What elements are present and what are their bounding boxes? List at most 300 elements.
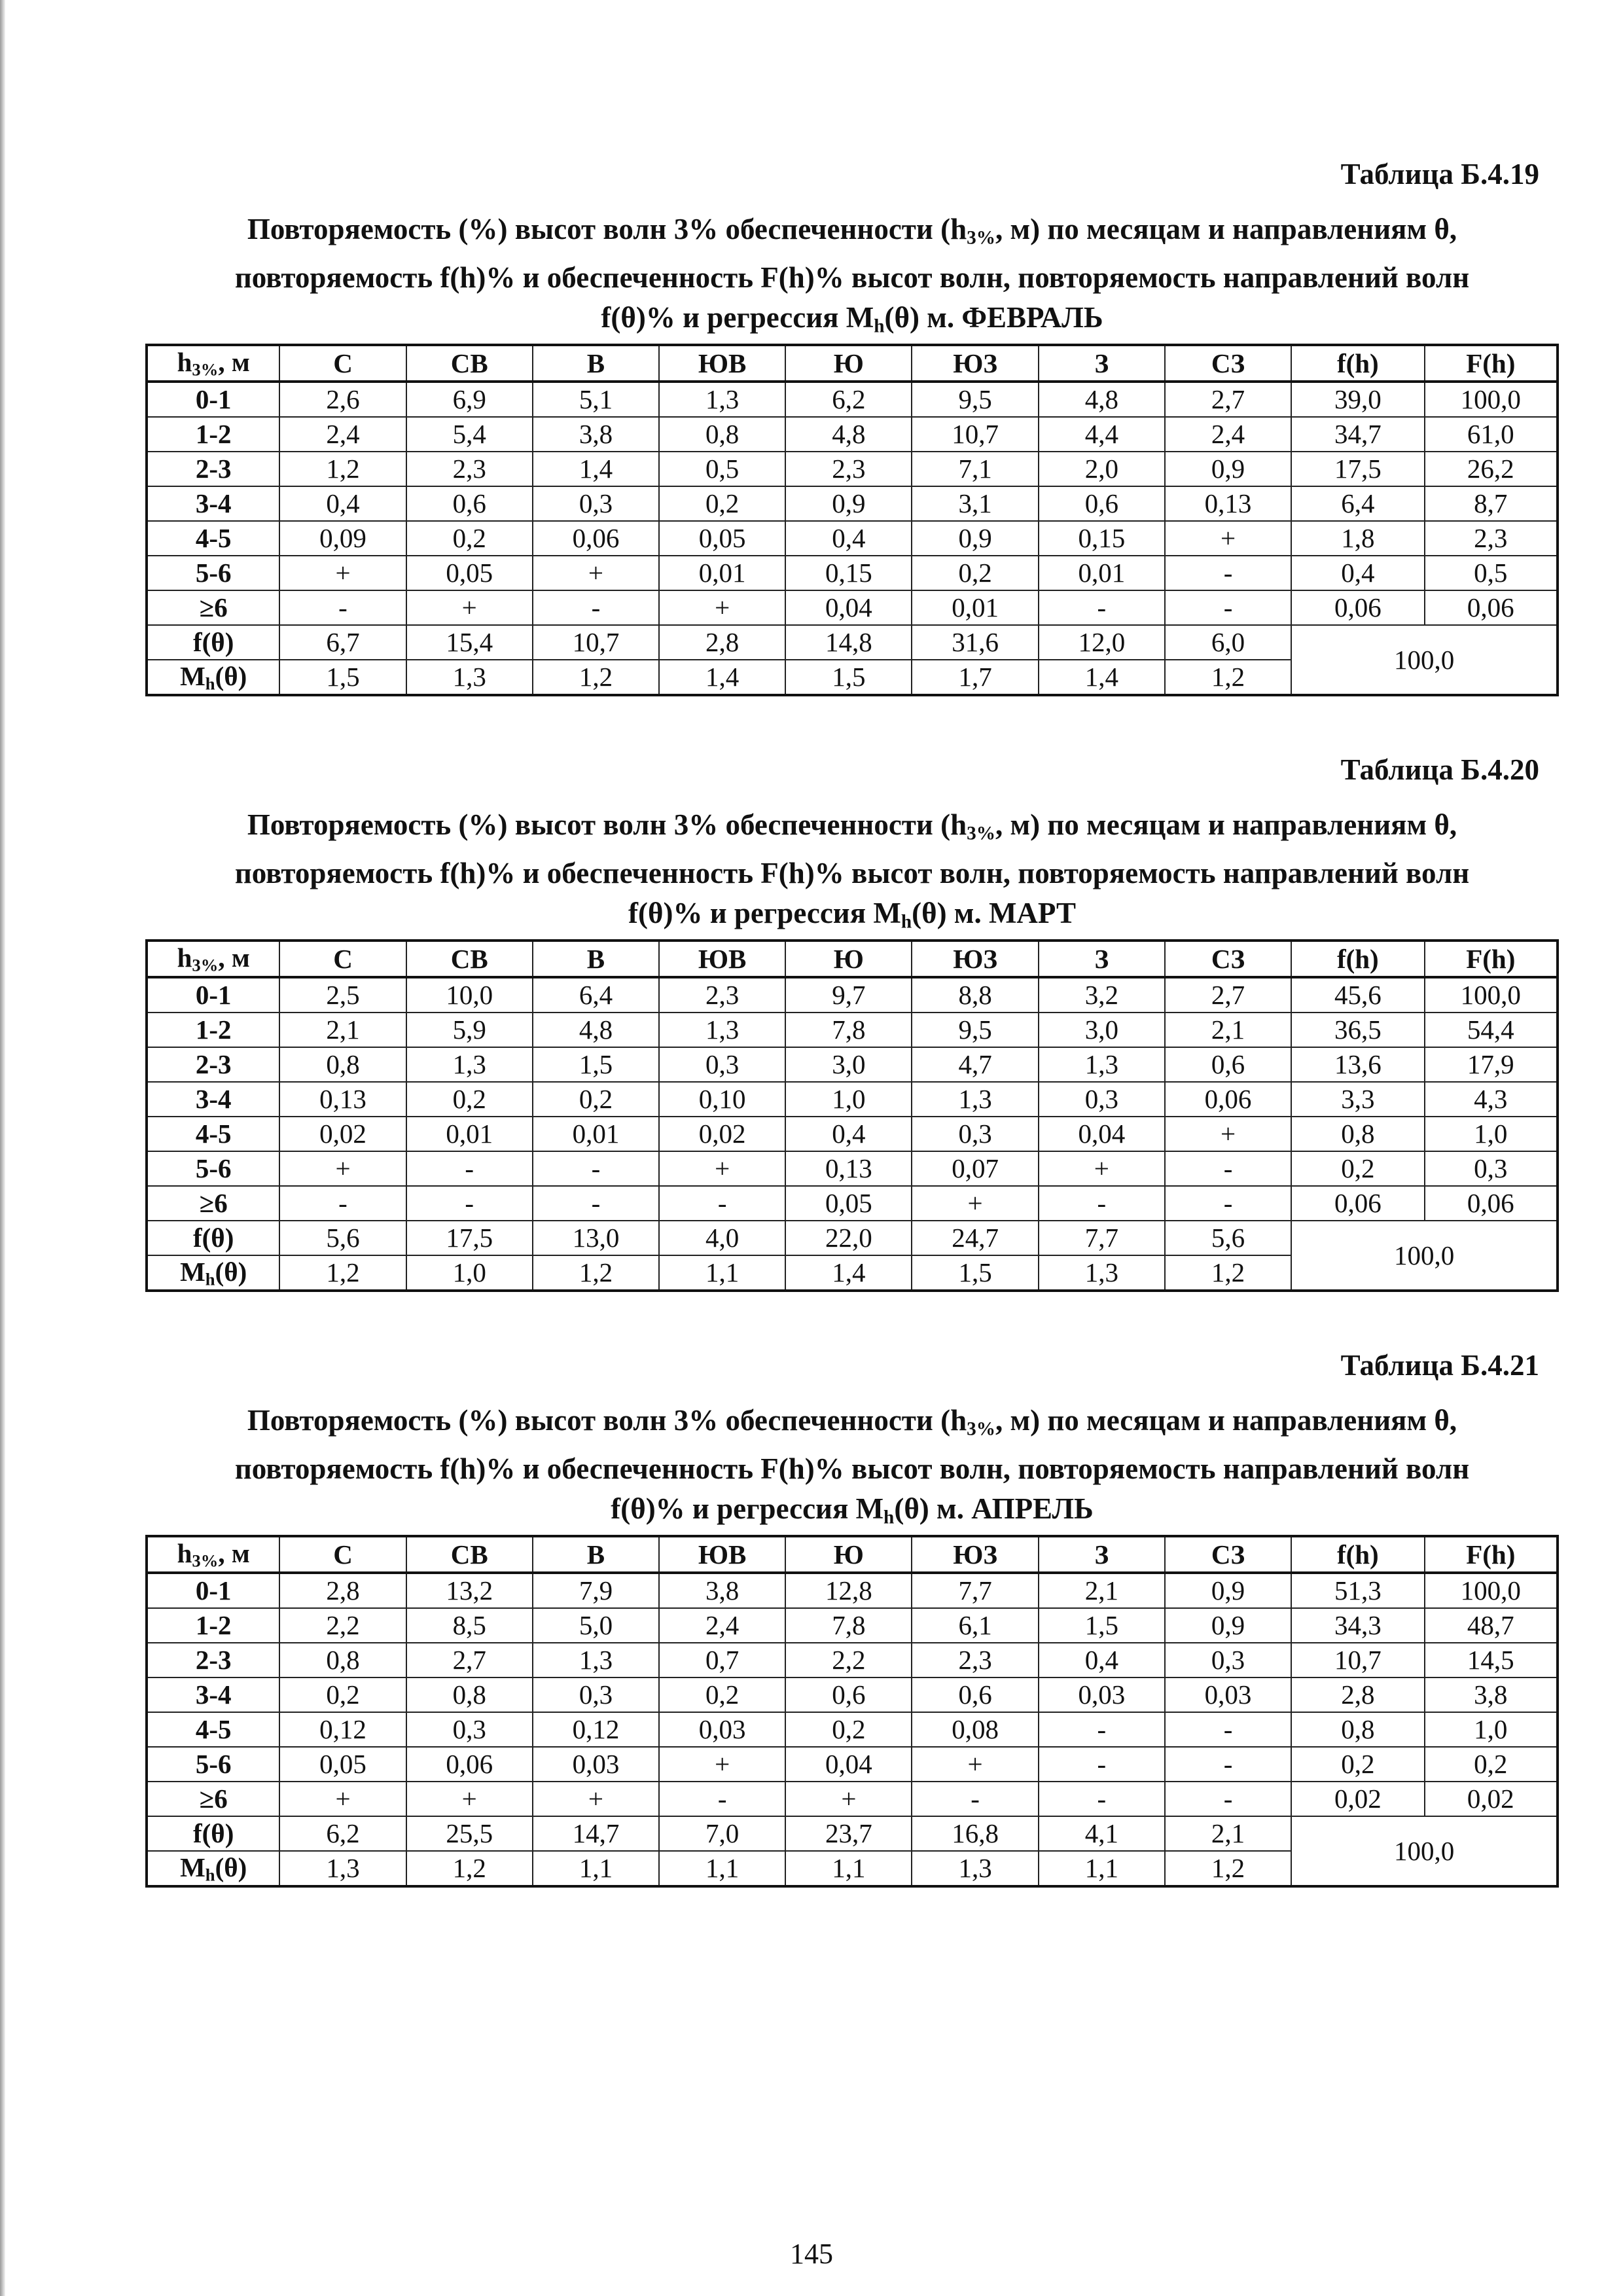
table-cell: 6,2 <box>785 382 912 417</box>
table-cell: 1,3 <box>406 660 533 696</box>
table-row <box>147 486 1558 521</box>
table-cell: 0,6 <box>912 1677 1038 1712</box>
table-cell: 1,0 <box>1425 1712 1558 1747</box>
table-cell: 12,8 <box>785 1573 912 1608</box>
table-cell: 0,9 <box>785 486 912 521</box>
table-cell: 15,4 <box>406 625 533 660</box>
table-cell: 0,2 <box>1291 1151 1424 1186</box>
table-cell: + <box>533 556 659 590</box>
header-cell: СВ <box>406 941 533 977</box>
table-cell: 2,3 <box>1425 521 1558 556</box>
table-cell: 0,03 <box>533 1747 659 1782</box>
table-cell: 4,1 <box>1039 1816 1165 1851</box>
row-label: 5-6 <box>147 1747 279 1782</box>
table-cell: 9,5 <box>912 1013 1038 1047</box>
table-cell: 0,08 <box>912 1712 1038 1747</box>
table-cell: 13,6 <box>1291 1047 1424 1082</box>
table-cell: 1,8 <box>1291 521 1424 556</box>
table-cell: 0,02 <box>1425 1782 1558 1816</box>
header-cell: З <box>1039 345 1165 382</box>
total-cell: 100,0 <box>1291 1816 1558 1887</box>
table-cell: 10,7 <box>533 625 659 660</box>
row-label: 0-1 <box>147 1573 279 1608</box>
table-row <box>147 1712 1558 1747</box>
row-label: 4-5 <box>147 521 279 556</box>
table-row <box>147 382 1558 417</box>
table-cell: + <box>1165 521 1291 556</box>
header-cell: ЮЗ <box>912 941 1038 977</box>
table-row <box>147 521 1558 556</box>
table-cell: 1,2 <box>1165 660 1291 696</box>
table-cell: 1,3 <box>533 1643 659 1677</box>
row-label: $M_h(\theta)$ <box>147 1851 279 1887</box>
wave-frequency-table <box>145 1535 1559 1888</box>
table-cell: 6,2 <box>279 1816 406 1851</box>
table-cell: + <box>279 556 406 590</box>
table-cell: 0,13 <box>785 1151 912 1186</box>
header-cell: F(h) <box>1425 1536 1558 1573</box>
table-cell: 2,1 <box>279 1013 406 1047</box>
row-label: f(θ) <box>147 625 279 660</box>
row-label: $M_h(\theta)$ <box>147 1255 279 1291</box>
table-cell: 100,0 <box>1425 382 1558 417</box>
table-cell: + <box>279 1151 406 1186</box>
table-cell: 2,0 <box>1039 452 1165 486</box>
table-cell: 39,0 <box>1291 382 1424 417</box>
table-cell: 5,6 <box>279 1221 406 1255</box>
table-cell: 0,06 <box>1425 1186 1558 1221</box>
table-cell: - <box>406 1151 533 1186</box>
table-cell: 2,1 <box>1165 1816 1291 1851</box>
table-cell: 5,0 <box>533 1608 659 1643</box>
caption-line: f(θ)% и регрессия $M_h(\theta)$ м. МАРТ <box>628 897 1076 933</box>
page-number: 145 <box>790 2238 833 2270</box>
table-cell: 10,7 <box>1291 1643 1424 1677</box>
table-cell: 48,7 <box>1425 1608 1558 1643</box>
table-cell: 13,2 <box>406 1573 533 1608</box>
table-cell: 14,8 <box>785 625 912 660</box>
table-cell: 0,06 <box>1165 1082 1291 1117</box>
table-cell: - <box>1165 1186 1291 1221</box>
table-cell: 0,2 <box>785 1712 912 1747</box>
table-cell: + <box>659 1747 785 1782</box>
table-cell: 1,3 <box>659 382 785 417</box>
table-row <box>147 1047 1558 1082</box>
table-cell: 1,5 <box>912 1255 1038 1291</box>
table-cell: 9,7 <box>785 977 912 1013</box>
table-cell: 6,1 <box>912 1608 1038 1643</box>
table-cell: 3,1 <box>912 486 1038 521</box>
caption-line: f(θ)% и регрессия $M_h(\theta)$ м. ФЕВРАЛЬ <box>601 301 1103 337</box>
table-row <box>147 1677 1558 1712</box>
table-cell: 1,4 <box>533 452 659 486</box>
table-cell: - <box>1165 1151 1291 1186</box>
table-cell: + <box>659 590 785 625</box>
header-cell: ЮВ <box>659 345 785 382</box>
header-cell: З <box>1039 941 1165 977</box>
table-cell: 2,4 <box>1165 417 1291 452</box>
table-cell: 2,2 <box>279 1608 406 1643</box>
row-label: 1-2 <box>147 417 279 452</box>
table-cell: 0,8 <box>406 1677 533 1712</box>
table-row <box>147 1013 1558 1047</box>
table-cell: + <box>912 1747 1038 1782</box>
header-cell: В <box>533 345 659 382</box>
header-cell: СЗ <box>1165 1536 1291 1573</box>
direction-frequency-row <box>147 625 1558 660</box>
table-row <box>147 1643 1558 1677</box>
table-cell: 2,3 <box>659 977 785 1013</box>
table-cell: 1,2 <box>279 452 406 486</box>
table-cell: 100,0 <box>1425 1573 1558 1608</box>
table-row <box>147 1186 1558 1221</box>
table-cell: 0,8 <box>279 1047 406 1082</box>
table-cell: 2,4 <box>279 417 406 452</box>
table-cell: + <box>912 1186 1038 1221</box>
table-cell: 36,5 <box>1291 1013 1424 1047</box>
header-cell: СВ <box>406 345 533 382</box>
table-cell: 0,10 <box>659 1082 785 1117</box>
header-cell: Ю <box>785 1536 912 1573</box>
caption-line: повторяемость f(h)% и обеспеченность F(h)% высот волн, повторяемость направлений волн <box>234 857 1470 890</box>
table-cell: 0,02 <box>659 1117 785 1151</box>
table-cell: + <box>1165 1117 1291 1151</box>
table-cell: + <box>533 1782 659 1816</box>
table-cell: 0,2 <box>533 1082 659 1117</box>
table-number: Таблица Б.4.20 <box>1340 753 1539 786</box>
row-label: 2-3 <box>147 1643 279 1677</box>
table-cell: 0,5 <box>659 452 785 486</box>
table-cell: 6,4 <box>533 977 659 1013</box>
table-cell: 1,3 <box>1039 1255 1165 1291</box>
table-cell: - <box>912 1782 1038 1816</box>
table-cell: 0,8 <box>279 1643 406 1677</box>
table-cell: - <box>406 1186 533 1221</box>
table-cell: 3,2 <box>1039 977 1165 1013</box>
table-cell: 0,03 <box>1165 1677 1291 1712</box>
table-cell: 14,7 <box>533 1816 659 1851</box>
header-cell: СЗ <box>1165 345 1291 382</box>
table-cell: 7,9 <box>533 1573 659 1608</box>
header-cell: СВ <box>406 1536 533 1573</box>
table-cell: - <box>533 590 659 625</box>
table-cell: 0,04 <box>1039 1117 1165 1151</box>
header-cell: С <box>279 941 406 977</box>
table-cell: 25,5 <box>406 1816 533 1851</box>
table-cell: 2,8 <box>1291 1677 1424 1712</box>
table-cell: 0,3 <box>406 1712 533 1747</box>
row-label: 2-3 <box>147 452 279 486</box>
table-cell: - <box>1165 590 1291 625</box>
header-cell: f(h) <box>1291 941 1424 977</box>
table-cell: - <box>659 1782 785 1816</box>
header-cell: С <box>279 345 406 382</box>
table-cell: 0,3 <box>912 1117 1038 1151</box>
table-cell: 45,6 <box>1291 977 1424 1013</box>
table-cell: 8,7 <box>1425 486 1558 521</box>
table-cell: 1,2 <box>1165 1851 1291 1887</box>
table-cell: 0,9 <box>1165 1573 1291 1608</box>
header-cell: F(h) <box>1425 345 1558 382</box>
header-cell: С <box>279 1536 406 1573</box>
table-cell: 24,7 <box>912 1221 1038 1255</box>
table-cell: 6,7 <box>279 625 406 660</box>
table-cell: + <box>406 1782 533 1816</box>
table-cell: 0,4 <box>1291 556 1424 590</box>
table-cell: 17,5 <box>1291 452 1424 486</box>
row-label: 4-5 <box>147 1117 279 1151</box>
table-row <box>147 417 1558 452</box>
table-cell: 4,4 <box>1039 417 1165 452</box>
row-label: 0-1 <box>147 382 279 417</box>
table-cell: 0,05 <box>659 521 785 556</box>
table-cell: 7,7 <box>1039 1221 1165 1255</box>
table-cell: 6,4 <box>1291 486 1424 521</box>
table-cell: 4,8 <box>1039 382 1165 417</box>
table-cell: 1,3 <box>406 1047 533 1082</box>
table-cell: 1,4 <box>659 660 785 696</box>
table-cell: 0,05 <box>785 1186 912 1221</box>
table-cell: 1,7 <box>912 660 1038 696</box>
table-row <box>147 1608 1558 1643</box>
table-cell: 0,03 <box>659 1712 785 1747</box>
row-label: f(θ) <box>147 1221 279 1255</box>
table-cell: 0,2 <box>279 1677 406 1712</box>
table-row <box>147 1117 1558 1151</box>
table-cell: 0,4 <box>279 486 406 521</box>
table-cell: 2,7 <box>1165 382 1291 417</box>
direction-frequency-row <box>147 1221 1558 1255</box>
table-cell: 0,8 <box>1291 1117 1424 1151</box>
header-cell: ЮЗ <box>912 1536 1038 1573</box>
table-cell: 1,5 <box>785 660 912 696</box>
table-cell: 0,3 <box>1425 1151 1558 1186</box>
table-cell: + <box>406 590 533 625</box>
header-cell: f(h) <box>1291 1536 1424 1573</box>
header-row <box>147 1536 1558 1573</box>
table-cell: 0,2 <box>1425 1747 1558 1782</box>
table-cell: 1,2 <box>1165 1255 1291 1291</box>
table-cell: 0,6 <box>1165 1047 1291 1082</box>
table-cell: 1,3 <box>912 1851 1038 1887</box>
table-cell: 0,3 <box>1039 1082 1165 1117</box>
table-cell: 1,4 <box>1039 660 1165 696</box>
table-cell: 5,6 <box>1165 1221 1291 1255</box>
table-cell: 0,06 <box>406 1747 533 1782</box>
table-row <box>147 977 1558 1013</box>
table-cell: - <box>1165 1712 1291 1747</box>
caption-line: f(θ)% и регрессия $M_h(\theta)$ м. АПРЕЛЬ <box>611 1492 1094 1528</box>
table-cell: 10,7 <box>912 417 1038 452</box>
header-cell: ЮВ <box>659 941 785 977</box>
table-cell: 1,1 <box>785 1851 912 1887</box>
table-cell: 0,3 <box>1165 1643 1291 1677</box>
table-cell: 1,3 <box>1039 1047 1165 1082</box>
table-cell: 2,7 <box>406 1643 533 1677</box>
table-block-3 <box>145 1342 1559 1918</box>
table-cell: 0,9 <box>1165 452 1291 486</box>
table-cell: 8,8 <box>912 977 1038 1013</box>
table-cell: 1,2 <box>279 1255 406 1291</box>
table-cell: 0,9 <box>912 521 1038 556</box>
table-cell: 0,15 <box>785 556 912 590</box>
table-cell: 0,06 <box>1425 590 1558 625</box>
table-cell: 17,5 <box>406 1221 533 1255</box>
table-cell: 0,01 <box>1039 556 1165 590</box>
table-caption <box>145 805 1559 942</box>
table-cell: 13,0 <box>533 1221 659 1255</box>
caption-line: повторяемость f(h)% и обеспеченность F(h)% высот волн, повторяемость направлений волн <box>234 1452 1470 1486</box>
table-number: Таблица Б.4.19 <box>1340 158 1539 190</box>
table-cell: 2,3 <box>785 452 912 486</box>
table-cell: - <box>533 1186 659 1221</box>
caption-line: повторяемость f(h)% и обеспеченность F(h)% высот волн, повторяемость направлений волн <box>234 261 1470 295</box>
table-cell: 0,12 <box>279 1712 406 1747</box>
header-cell-height: $h_{3\%}$, м <box>147 345 279 382</box>
table-cell: 0,6 <box>406 486 533 521</box>
table-cell: 3,8 <box>533 417 659 452</box>
header-cell-height: $h_{3\%}$, м <box>147 1536 279 1573</box>
table-caption <box>145 1401 1559 1538</box>
table-cell: 0,13 <box>1165 486 1291 521</box>
table-cell: 0,2 <box>406 1082 533 1117</box>
table-block-2 <box>145 746 1559 1322</box>
table-cell: 5,9 <box>406 1013 533 1047</box>
table-cell: 1,4 <box>785 1255 912 1291</box>
header-cell: СЗ <box>1165 941 1291 977</box>
table-cell: 3,3 <box>1291 1082 1424 1117</box>
total-cell: 100,0 <box>1291 625 1558 696</box>
table-cell: 0,06 <box>1291 590 1424 625</box>
table-row <box>147 1082 1558 1117</box>
table-cell: 0,15 <box>1039 521 1165 556</box>
table-cell: 54,4 <box>1425 1013 1558 1047</box>
table-cell: - <box>1165 556 1291 590</box>
table-cell: 0,4 <box>1039 1643 1165 1677</box>
table-cell: 0,5 <box>1425 556 1558 590</box>
table-cell: 1,3 <box>659 1013 785 1047</box>
row-label: 3-4 <box>147 1677 279 1712</box>
table-cell: 0,9 <box>1165 1608 1291 1643</box>
table-cell: 2,6 <box>279 382 406 417</box>
table-cell: 0,01 <box>533 1117 659 1151</box>
table-cell: + <box>659 1151 785 1186</box>
table-caption <box>145 209 1559 347</box>
table-cell: 5,1 <box>533 382 659 417</box>
table-cell: 0,6 <box>785 1677 912 1712</box>
table-cell: 0,09 <box>279 521 406 556</box>
table-cell: - <box>1039 1712 1165 1747</box>
table-cell: 0,06 <box>533 521 659 556</box>
table-cell: 0,3 <box>533 1677 659 1712</box>
table-cell: 1,1 <box>659 1255 785 1291</box>
row-label: 3-4 <box>147 1082 279 1117</box>
table-cell: 7,0 <box>659 1816 785 1851</box>
table-cell: - <box>1039 1782 1165 1816</box>
table-cell: 2,1 <box>1165 1013 1291 1047</box>
header-cell: Ю <box>785 941 912 977</box>
table-cell: 0,12 <box>533 1712 659 1747</box>
table-cell: 0,3 <box>659 1047 785 1082</box>
table-cell: 2,1 <box>1039 1573 1165 1608</box>
table-cell: 0,2 <box>912 556 1038 590</box>
table-cell: 2,5 <box>279 977 406 1013</box>
table-cell: 61,0 <box>1425 417 1558 452</box>
table-cell: 0,06 <box>1291 1186 1424 1221</box>
table-cell: + <box>1039 1151 1165 1186</box>
table-cell: 1,0 <box>406 1255 533 1291</box>
table-cell: 1,1 <box>533 1851 659 1887</box>
header-cell: В <box>533 1536 659 1573</box>
wave-frequency-table <box>145 939 1559 1292</box>
caption-line: Повторяемость (%) высот волн 3% обеспеченности ($h_{3\%}$, м) по месяцам и направлениям θ, <box>247 1404 1457 1440</box>
row-label: 1-2 <box>147 1608 279 1643</box>
header-cell: f(h) <box>1291 345 1424 382</box>
table-cell: 1,3 <box>279 1851 406 1887</box>
table-cell: 0,07 <box>912 1151 1038 1186</box>
table-cell: - <box>1165 1747 1291 1782</box>
table-cell: 1,3 <box>912 1082 1038 1117</box>
table-cell: 6,0 <box>1165 625 1291 660</box>
table-block-1 <box>145 151 1559 726</box>
header-row <box>147 941 1558 977</box>
table-cell: 0,2 <box>1291 1747 1424 1782</box>
table-cell: 1,5 <box>1039 1608 1165 1643</box>
table-cell: + <box>279 1782 406 1816</box>
table-cell: 31,6 <box>912 625 1038 660</box>
table-cell: 4,3 <box>1425 1082 1558 1117</box>
table-row <box>147 590 1558 625</box>
row-label: f(θ) <box>147 1816 279 1851</box>
table-row <box>147 1782 1558 1816</box>
table-cell: 0,4 <box>785 521 912 556</box>
table-cell: 51,3 <box>1291 1573 1424 1608</box>
table-cell: 0,02 <box>1291 1782 1424 1816</box>
table-cell: - <box>533 1151 659 1186</box>
table-row <box>147 452 1558 486</box>
header-cell: ЮВ <box>659 1536 785 1573</box>
table-cell: 1,5 <box>279 660 406 696</box>
table-cell: 0,01 <box>406 1117 533 1151</box>
table-cell: 1,2 <box>533 660 659 696</box>
table-cell: 0,04 <box>785 1747 912 1782</box>
row-label: ≥6 <box>147 1186 279 1221</box>
header-cell: F(h) <box>1425 941 1558 977</box>
table-cell: 1,0 <box>1425 1117 1558 1151</box>
table-cell: 0,4 <box>785 1117 912 1151</box>
header-row <box>147 345 1558 382</box>
row-label: $M_h(\theta)$ <box>147 660 279 696</box>
table-cell: - <box>1039 1747 1165 1782</box>
scan-edge <box>0 0 5 2296</box>
table-number: Таблица Б.4.21 <box>1340 1349 1539 1382</box>
table-cell: 4,7 <box>912 1047 1038 1082</box>
caption-line: Повторяемость (%) высот волн 3% обеспеченности ($h_{3\%}$, м) по месяцам и направлениям θ, <box>247 213 1457 249</box>
table-cell: 0,05 <box>279 1747 406 1782</box>
table-cell: 100,0 <box>1425 977 1558 1013</box>
table-cell: 2,3 <box>406 452 533 486</box>
table-cell: 7,7 <box>912 1573 1038 1608</box>
table-cell: 7,8 <box>785 1608 912 1643</box>
table-cell: 0,2 <box>659 486 785 521</box>
table-cell: 16,8 <box>912 1816 1038 1851</box>
table-cell: 0,01 <box>912 590 1038 625</box>
table-cell: - <box>1039 1186 1165 1221</box>
table-cell: 2,4 <box>659 1608 785 1643</box>
direction-frequency-row <box>147 1816 1558 1851</box>
table-cell: 0,7 <box>659 1643 785 1677</box>
table-cell: 0,13 <box>279 1082 406 1117</box>
